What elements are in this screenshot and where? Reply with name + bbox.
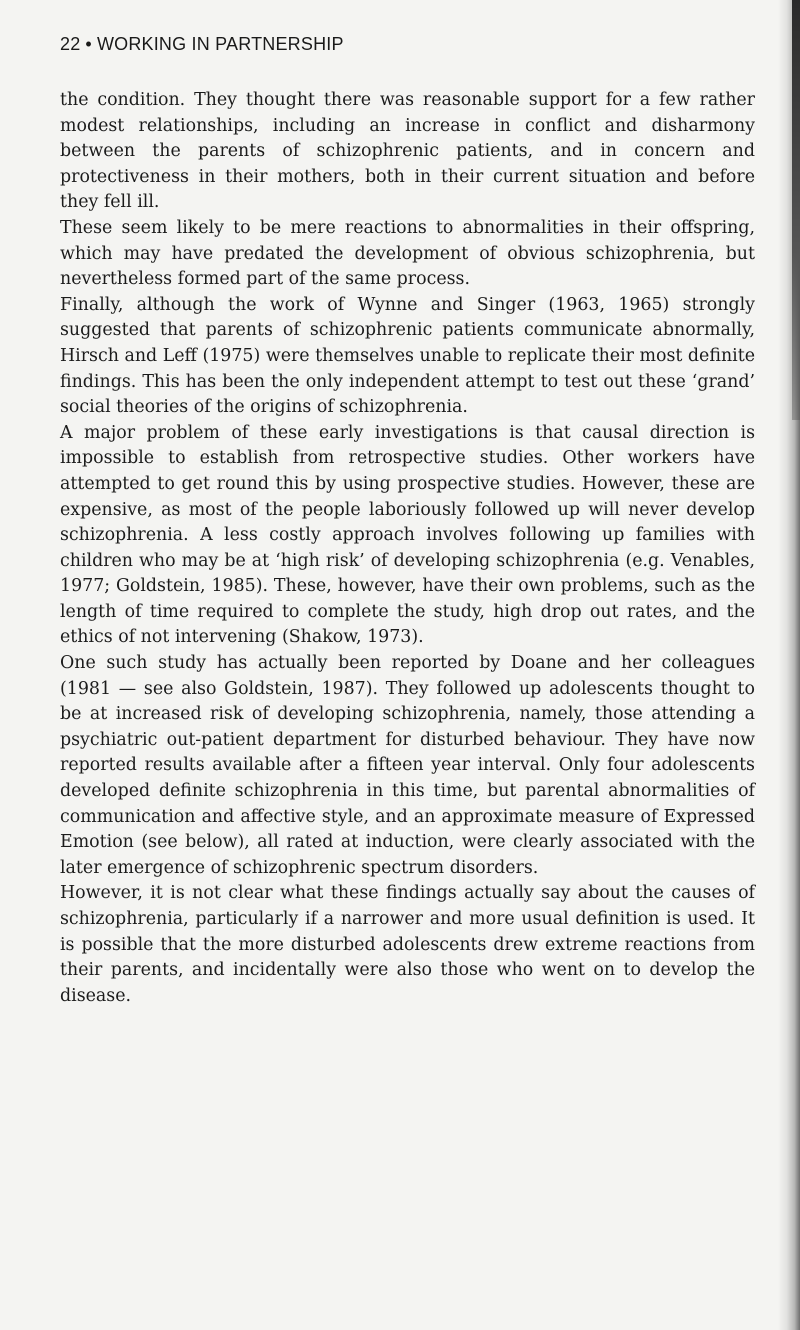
- paragraph: One such study has actually been reported by Doane and her colleagues (1981 — see also Goldstein, 1987). They followed up adolescents thought to be at increased risk of developing schizophrenia, namely, those attending a psychiatric out-patient department for disturbed behaviour. They have now reported results available after a fifteen year interval. Only four adolescents developed definite schizophrenia in this time, but parental abnormalities of communication and affective style, and an approximate measure of Expressed Emotion (see below), all rated at induction, were clearly associated with the later emergence of schizophrenic spectrum disorders.: [60, 653, 755, 878]
- paragraph: However, it is not clear what these findings actually say about the causes of schizophrenia, particularly if a narrower and more usual definition is used. It is possible that the more disturbed adolescents drew extreme reactions from their parents, and incidentally were also those who went on to develop the disease.: [60, 883, 755, 1006]
- page-number: 22: [60, 34, 81, 54]
- header-separator: •: [85, 34, 92, 54]
- running-title: WORKING IN PARTNERSHIP: [96, 34, 344, 54]
- paragraph: A major problem of these early investigations is that causal direction is impossible to establish from retrospective studies. Other workers have attempted to get round this by using prospective studies. However, these are expensive, as most of the people laboriously followed up will never develop schizophrenia. A less costly approach involves following up families with children who may be at ‘high risk’ of developing schizophrenia (e.g. Venables, 1977; Goldstein, 1985). These, however, have their own problems, such as the length of time required to complete the study, high drop out rates, and the ethics of not intervening (Shakow, 1973).: [60, 422, 755, 648]
- paragraph: Finally, although the work of Wynne and Singer (1963, 1965) strongly suggested that parents of schizophrenic patients communicate abnormally, Hirsch and Leff (1975) were themselves unable to replicate their most definite findings. This has been the only independent attempt to test out these ‘grand’ social theories of the origins of schizophrenia.: [60, 294, 755, 418]
- paragraph: These seem likely to be mere reactions to abnormalities in their offspring, which may have predated the development of obvious schizophrenia, but nevertheless formed part of the same process.: [60, 217, 755, 290]
- running-header: [60, 34, 344, 55]
- paragraph: the condition. They thought there was reasonable support for a few rather modest relationships, including an increase in conflict and disharmony between the parents of schizophrenic patients, and in concern and protectiveness in their mothers, both in their current situation and before they fell ill.: [60, 90, 755, 213]
- binding-edge: [792, 0, 800, 420]
- body-text: [60, 88, 755, 1009]
